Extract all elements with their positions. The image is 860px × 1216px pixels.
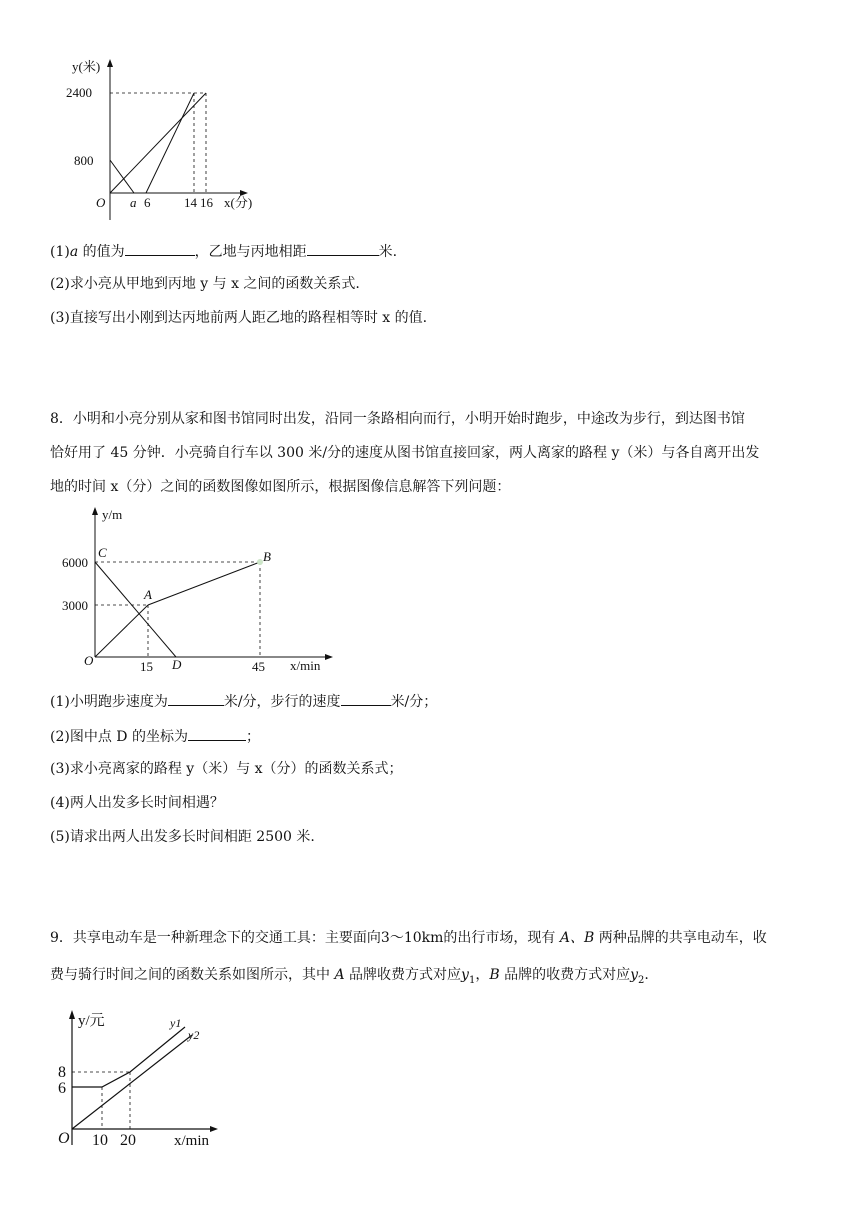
y-tick-6: 6 [58, 1080, 66, 1097]
var-y: y [461, 967, 469, 983]
q8-stem-line-2: 恰好用了 45 分钟．小亮骑自行车以 300 米/分的速度从图书馆直接回家，两人离家的路程 y（米）与各自离开出发 [50, 445, 760, 461]
answer-blank[interactable] [188, 726, 246, 741]
point-C-label: C [98, 545, 107, 560]
answer-blank[interactable] [168, 691, 224, 706]
answer-blank[interactable] [341, 691, 391, 706]
series-y1-label: y1 [170, 1016, 182, 1030]
text: (1)小明跑步速度为 [50, 694, 168, 710]
brand-A: A [334, 967, 345, 983]
x-axis-label: x(分) [224, 195, 253, 210]
var-y: y [630, 967, 638, 983]
subscript: 1 [468, 974, 476, 986]
series-y2-line [72, 1035, 192, 1129]
q7-item-3: (3)直接写出小刚到达丙地前两人距乙地的路程相等时 x 的值. [50, 310, 428, 326]
graph-q8 [60, 505, 350, 675]
q8-item-2 [50, 726, 260, 746]
text: 品牌收费方式对应 [349, 967, 462, 983]
x-tick-6: 6 [144, 195, 151, 210]
line-AB [148, 562, 260, 605]
origin-label: O [84, 653, 94, 668]
var-a: a [69, 244, 79, 260]
q8-item-5: (5)请求出两人出发多长时间相距 2500 米. [50, 829, 315, 845]
q8-item-4: (4)两人出发多长时间相遇？ [50, 795, 224, 811]
item-prefix: (1) [50, 244, 70, 260]
series-y2-label: y2 [188, 1028, 200, 1042]
series-y1-line [72, 1027, 185, 1087]
q8-stem-line-3: 地的时间 x（分）之间的函数图像如图所示，根据图像信息解答下列问题： [50, 479, 511, 495]
text: 品牌的收费方式对应 [504, 967, 631, 983]
graph-q9 [50, 1005, 250, 1155]
x-tick-15: 15 [140, 659, 153, 674]
line-OA [95, 605, 148, 657]
text: 米. [378, 244, 398, 260]
x-axis-label: x/min [290, 658, 321, 673]
line-from-origin [110, 93, 206, 193]
text: ，乙地与丙地相距 [194, 244, 307, 260]
x-axis-label: x/min [174, 1133, 210, 1149]
y-tick-6000: 6000 [62, 555, 88, 570]
x-tick-a: a [130, 195, 137, 210]
text: 米/分； [390, 694, 438, 710]
text: ； [245, 729, 260, 745]
point-B-label: B [263, 549, 271, 564]
origin-label: O [96, 195, 106, 210]
y-axis-label: y/m [102, 507, 123, 522]
x-tick-45: 45 [252, 659, 265, 674]
y-tick-800: 800 [74, 153, 94, 168]
y-tick-2400: 2400 [66, 85, 92, 100]
q7-item-1 [50, 241, 397, 261]
point-D-label: D [172, 657, 182, 672]
line-CD [95, 562, 176, 657]
origin-label: O [58, 1130, 70, 1147]
point-A-label: A [144, 587, 152, 602]
q8-item-3: (3)求小亮离家的路程 y（米）与 x（分）的函数关系式； [50, 761, 403, 777]
text: 两种品牌的共享电动车，收 [598, 930, 767, 946]
y-tick-8: 8 [58, 1064, 66, 1081]
q9-stem-line-2 [50, 966, 649, 990]
line-descending [110, 160, 134, 193]
subscript: 2 [638, 974, 645, 986]
x-tick-16: 16 [200, 195, 213, 210]
q8-stem-line-1: 8．小明和小亮分别从家和图书馆同时出发，沿同一条路相向而行，小明开始时跑步，中途改为步行，到达图书馆 [50, 411, 745, 427]
q8-item-1 [50, 691, 437, 711]
y-axis-label: y(米) [72, 59, 101, 74]
text: 9．共享电动车是一种新理念下的交通工具：主要面向 [50, 930, 381, 946]
answer-blank[interactable] [307, 241, 379, 256]
brand-B: B [489, 967, 500, 983]
line-from-6 [146, 93, 194, 193]
text: ， [475, 967, 490, 983]
x-tick-20: 20 [120, 1132, 136, 1149]
x-tick-14: 14 [184, 195, 197, 210]
graph-distance-time-1 [60, 55, 280, 225]
brand-names: A、B [559, 930, 595, 946]
answer-blank[interactable] [125, 241, 195, 256]
y-axis-label: y/元 [78, 1013, 105, 1029]
text: . [644, 967, 649, 983]
text: 费与骑行时间之间的函数关系如图所示，其中 [50, 967, 330, 983]
text: 米/分，步行的速度 [223, 694, 341, 710]
text: (2)图中点 D 的坐标为 [50, 729, 188, 745]
text: 的出行市场，现有 [443, 930, 556, 946]
q9-stem-line-1 [50, 929, 767, 947]
text: 的值为 [82, 244, 125, 260]
q7-item-2: (2)求小亮从甲地到丙地 y 与 x 之间的函数关系式. [50, 276, 360, 292]
y-tick-3000: 3000 [62, 598, 88, 613]
range-value: 3～10km [380, 930, 444, 946]
x-tick-10: 10 [92, 1132, 108, 1149]
